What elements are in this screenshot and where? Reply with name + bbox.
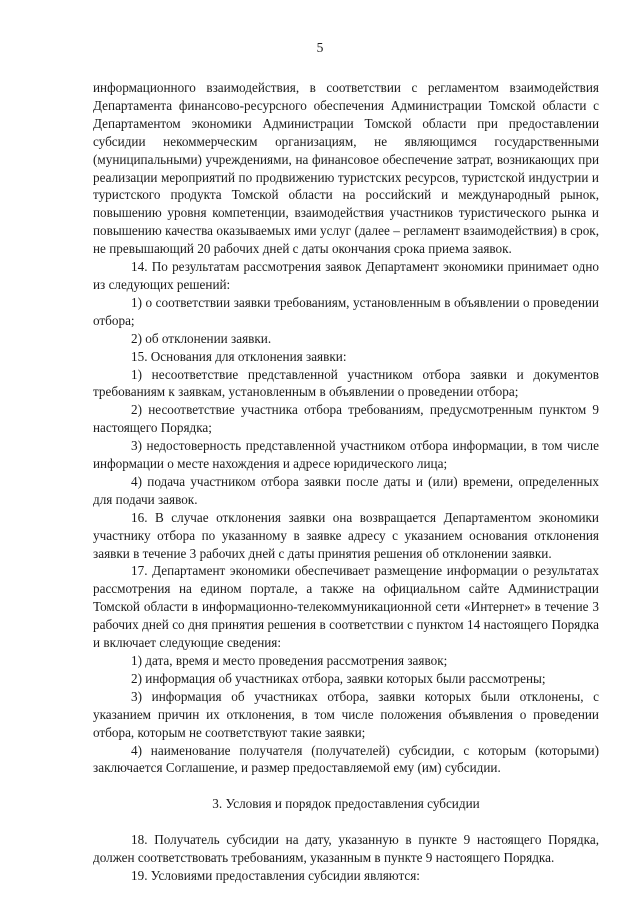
paragraph-item-15-3: 3) недостоверность представленной участником отбора информации, в том числе информации о месте нахождения и адресе юридического лица; (93, 438, 599, 472)
paragraph-item-14: 14. По результатам рассмотрения заявок Департамент экономики принимает одно из следующих решений: (93, 259, 599, 292)
paragraph-item-15-2: 2) несоответствие участника отбора требованиям, предусмотренным пунктом 9 настоящего Порядка; (93, 402, 599, 436)
paragraph-item-17-2: 2) информация об участниках отбора, заявки которых были рассмотрены; (131, 670, 546, 686)
document-body (93, 79, 599, 885)
paragraph-item-17-3: 3) информация об участниках отбора, заявки которых были отклонены, с указанием причин их отклонения, в том числе положения объявления о проведении отбора, которым не соответствуют такие заявки; (93, 688, 599, 740)
paragraph-item-15: 15. Основания для отклонения заявки: (131, 348, 347, 364)
paragraph-item-17: 17. Департамент экономики обеспечивает размещение информации о результатах рассмотрения на едином портале, а также на официальном сайте Администрации Томской области в информационно-телекоммуникационной сети «Интернет» в течение 3 рабочих дней со дня принятия решения в соответствии с пунктом 14 настоящего Порядка и включает следующие сведения: (93, 563, 599, 651)
paragraph-item-19: 19. Условиями предоставления субсидии являются: (131, 868, 420, 884)
paragraph-item-17-4: 4) наименование получателя (получателей) субсидии, с которым (которыми) заключается Соглашение, и размер предоставляемой ему (им) субсидии. (93, 742, 599, 776)
paragraph-item-18: 18. Получатель субсидии на дату, указанную в пункте 9 настоящего Порядка, должен соответствовать требованиям, указанным в пункте 9 настоящего Порядка. (93, 832, 599, 866)
paragraph-item-15-1: 1) несоответствие представленной участником отбора заявки и документов требованиям к заявкам, установленным в объявлении о проведении отбора; (93, 366, 599, 400)
section-heading: 3. Условия и порядок предоставления субсидии (212, 796, 480, 812)
paragraph-item-15-4: 4) подача участником отбора заявки после даты и (или) времени, определенных для подачи заявок. (93, 473, 599, 507)
page-number: 5 (316, 40, 324, 55)
paragraph-item-14-2: 2) об отклонении заявки. (131, 330, 272, 346)
paragraph-continuation: информационного взаимодействия, в соответствии с регламентом взаимодействия Департамента финансово-ресурсного обеспечения Администрации Томской области с Департаментом экономики Администрации Томской области при предоставлении субсидии некоммерческим организациям, не являющимся государственными (муниципальными) учреждениями, на финансовое обеспечение затрат, возникающих при реализации мероприятий по продвижению туристских ресурсов, туристской индустрии и туристского продукта Томской области на российский и международный рынок, повышению уровня компетенции, взаимодействия участников туристического рынка и повышению качества оказываемых ими услуг (далее – регламент взаимодействия) в срок, не превышающий 20 рабочих дней с даты окончания срока приема заявок. (93, 80, 599, 257)
paragraph-item-17-1: 1) дата, время и место проведения рассмотрения заявок; (131, 653, 448, 668)
paragraph-item-16: 16. В случае отклонения заявки она возвращается Департаментом экономики участнику отбора по указанному в заявке адресу с указанием основания отклонения заявки в течение 3 рабочих дней с даты принятия решения об отклонении заявки. (93, 509, 599, 561)
paragraph-item-14-1: 1) о соответствии заявки требованиям, установленным в объявлении о проведении отбора; (93, 294, 599, 328)
